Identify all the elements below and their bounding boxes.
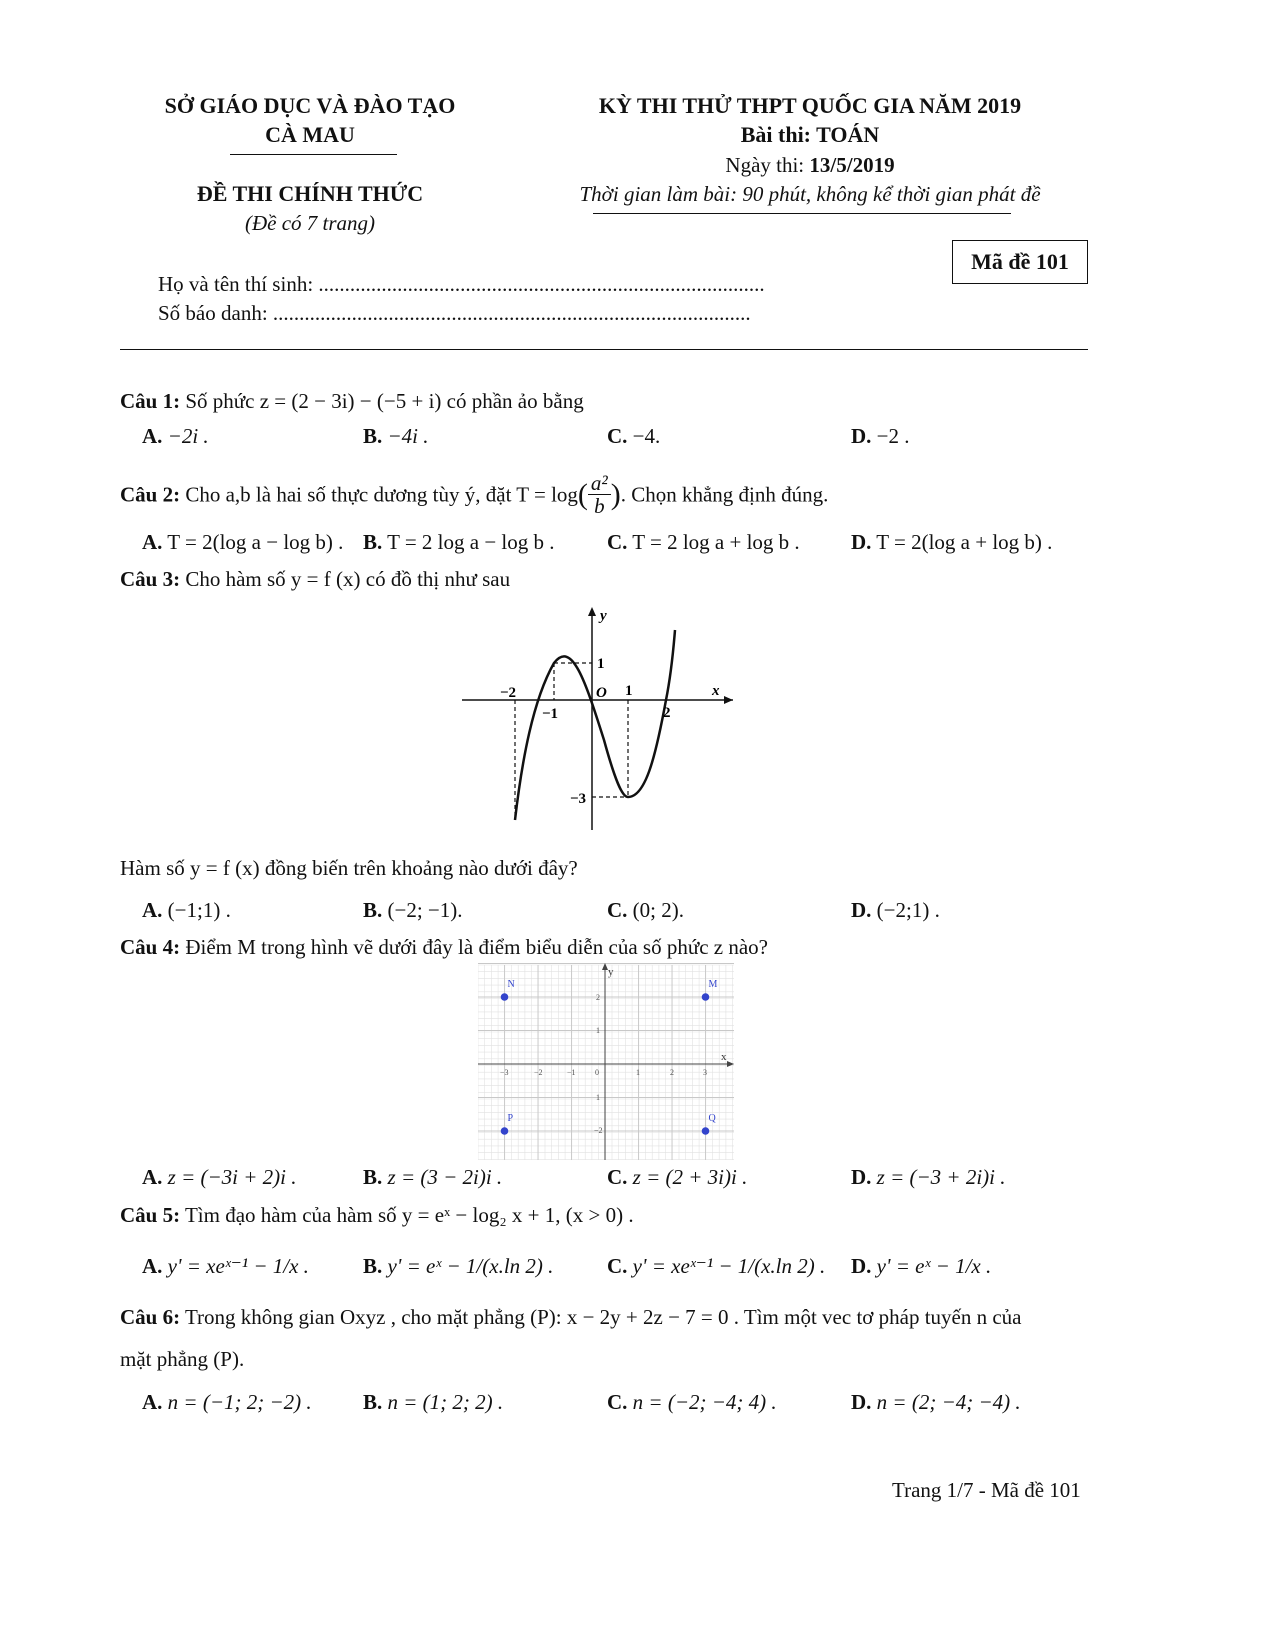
q2-option-c: C. T = 2 log a + log b . xyxy=(607,530,800,554)
subject-label: Bài thi: TOÁN xyxy=(740,122,880,147)
tick-label: −1 xyxy=(567,1068,576,1077)
q5-option-c: C. y' = xeˣ⁻¹ − 1/(x.ln 2) . xyxy=(607,1254,826,1278)
question-1: Câu 1: Số phức z = (2 − 3i) − (−5 + i) có phần ảo bằng xyxy=(120,389,584,413)
department-name: SỞ GIÁO DỤC VÀ ĐÀO TẠO xyxy=(164,93,456,118)
tick-label: 2 xyxy=(663,705,671,721)
x-axis-label: x xyxy=(712,683,720,699)
q5-option-b: B. y' = eˣ − 1/(x.ln 2) . xyxy=(363,1254,554,1278)
x-axis-label: x xyxy=(721,1051,727,1063)
q4-option-a: A. z = (−3i + 2)i . xyxy=(142,1165,297,1189)
divider xyxy=(230,154,397,155)
q6-option-c: C. n = (−2; −4; 4) . xyxy=(607,1390,777,1414)
function-curve xyxy=(515,630,675,820)
complex-plane-graph xyxy=(478,962,736,1160)
province-name: CÀ MAU xyxy=(265,122,355,147)
divider xyxy=(120,349,1088,350)
tick-label: 2 xyxy=(670,1068,674,1077)
q2-option-b: B. T = 2 log a − log b . xyxy=(363,530,555,554)
q1-option-c: C. −4. xyxy=(607,424,661,448)
question-3-prompt: Hàm số y = f (x) đồng biến trên khoảng nào dưới đây? xyxy=(120,856,578,880)
question-2: Câu 2: Cho a,b là hai số thực dương tùy ý, đặt T = log( $\frac{\text{a²}}{b}$ ). Chọn khẳng định đúng. xyxy=(120,471,829,518)
tick-label: 1 xyxy=(636,1068,640,1077)
x-axis-arrow xyxy=(724,696,733,704)
tick-label: 1 xyxy=(625,683,633,699)
q3-option-d: D. (−2;1) . xyxy=(851,898,940,922)
y-axis-label: y xyxy=(600,608,607,624)
exam-title: KỲ THI THỬ THPT QUỐC GIA NĂM 2019 xyxy=(598,93,1022,118)
y-axis-arrow xyxy=(588,607,596,616)
question-3: Câu 3: Cho hàm số y = f (x) có đồ thị như sau xyxy=(120,567,511,591)
tick-label: −2 xyxy=(534,1068,543,1077)
question-4: Câu 4: Điểm M trong hình vẽ dưới đây là điểm biểu diễn của số phức z nào? xyxy=(120,935,768,959)
exam-code-box: Mã đề 101 xyxy=(952,240,1088,284)
q3-option-a: A. (−1;1) . xyxy=(142,898,231,922)
q5-option-d: D. y' = eˣ − 1/x . xyxy=(851,1254,992,1278)
q2-option-a: A. T = 2(log a − log b) . xyxy=(142,530,344,554)
exam-date: Ngày thi: 13/5/2019 xyxy=(725,153,895,177)
q2-option-d: D. T = 2(log a + log b) . xyxy=(851,530,1053,554)
tick-label: 1 xyxy=(597,656,605,672)
duration: Thời gian làm bài: 90 phút, không kể thời gian phát đề xyxy=(579,182,1041,206)
q1-option-b: B. −4i . xyxy=(363,424,429,448)
point-label: M xyxy=(708,979,718,990)
tick-label: 3 xyxy=(703,1068,707,1077)
question-5: Câu 5: Tìm đạo hàm của hàm số y = eˣ − log₂ x + 1, (x > 0) . xyxy=(120,1203,634,1227)
q6-option-a: A. n = (−1; 2; −2) . xyxy=(142,1390,312,1414)
divider xyxy=(593,213,1011,214)
tick-label: −2 xyxy=(500,685,517,701)
candidate-name-field: Họ và tên thí sinh: ..................................................................................... xyxy=(158,272,765,296)
q1-option-a: A. −2i . xyxy=(142,424,209,448)
q6-option-b: B. n = (1; 2; 2) . xyxy=(363,1390,504,1414)
point-m xyxy=(702,993,710,1001)
tick-label: 1 xyxy=(596,1093,600,1102)
y-axis-label: y xyxy=(608,966,614,978)
tick-label: −1 xyxy=(542,706,559,722)
q6-option-d: D. n = (2; −4; −4) . xyxy=(851,1390,1021,1414)
q3-option-c: C. (0; 2). xyxy=(607,898,684,922)
tick-label: 2 xyxy=(596,993,600,1002)
page-count: (Đề có 7 trang) xyxy=(244,211,376,235)
origin-label: O xyxy=(596,685,607,701)
tick-label: −3 xyxy=(500,1068,509,1077)
x-axis-arrow xyxy=(727,1061,734,1067)
point-label: P xyxy=(507,1113,514,1124)
point-n xyxy=(501,993,509,1001)
question-6-continued: mặt phẳng (P). xyxy=(120,1347,245,1371)
official-exam-label: ĐỀ THI CHÍNH THỨC xyxy=(196,181,424,206)
q4-option-d: D. z = (−3 + 2i)i . xyxy=(851,1165,1006,1189)
page-footer: Trang 1/7 - Mã đề 101 xyxy=(892,1478,1081,1502)
tick-label: 1 xyxy=(596,1026,600,1035)
tick-label: −3 xyxy=(570,791,587,807)
tick-label: −2 xyxy=(594,1126,603,1135)
point-p xyxy=(501,1127,509,1135)
candidate-id-field: Số báo danh: ........................................................................................... xyxy=(158,301,751,325)
point-q xyxy=(702,1127,710,1135)
function-graph xyxy=(455,603,745,838)
q5-option-a: A. y' = xeˣ⁻¹ − 1/x . xyxy=(142,1254,309,1278)
q1-option-d: D. −2 . xyxy=(851,424,910,448)
q3-option-b: B. (−2; −1). xyxy=(363,898,463,922)
q4-option-b: B. z = (3 − 2i)i . xyxy=(363,1165,503,1189)
tick-label: 0 xyxy=(595,1068,599,1077)
grid xyxy=(478,962,736,1160)
q4-option-c: C. z = (2 + 3i)i . xyxy=(607,1165,748,1189)
point-label: N xyxy=(507,979,515,990)
points xyxy=(501,979,718,1135)
question-6: Câu 6: Trong không gian Oxyz , cho mặt phẳng (P): x − 2y + 2z − 7 = 0 . Tìm một vec tơ pháp tuyến n của xyxy=(120,1305,1022,1329)
point-label: Q xyxy=(708,1113,716,1124)
